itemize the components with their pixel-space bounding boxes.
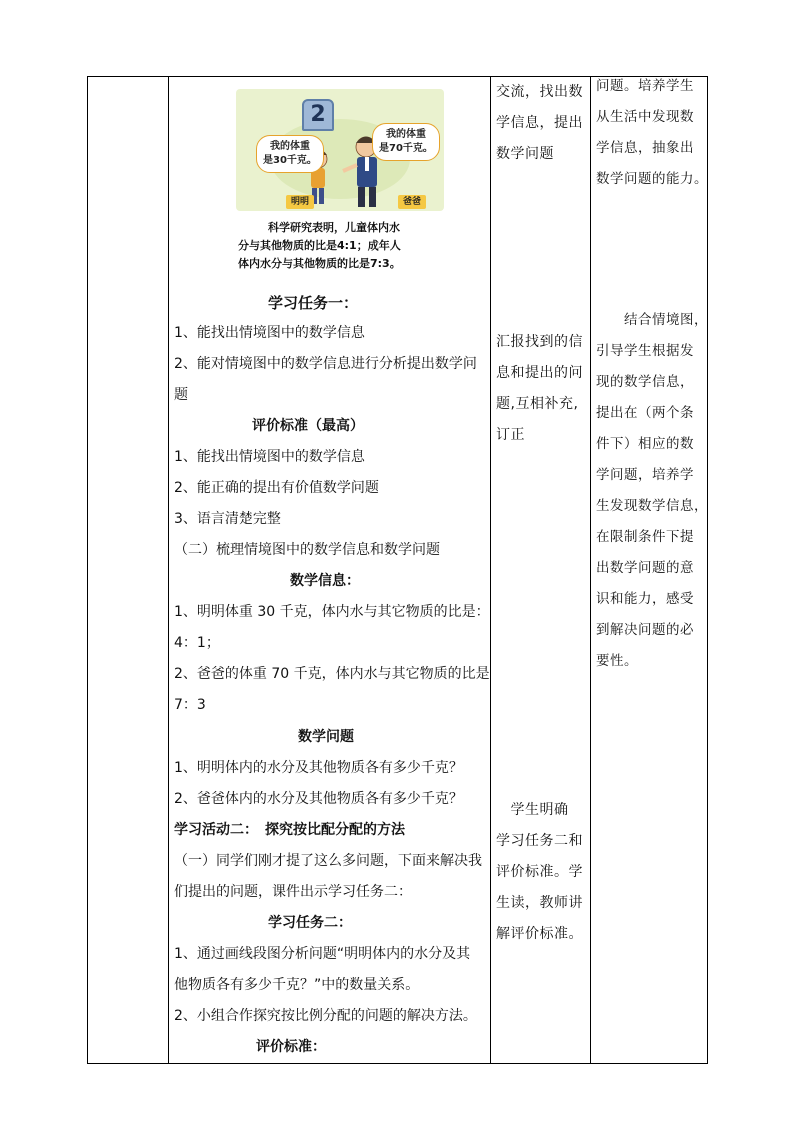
task2-item: 1、通过画线段图分析问题“明明体内的水分及其 [174,946,471,962]
illustration-caption: 体内水分与其他物质的比是7:3。 [238,257,401,270]
activity-heading: 学习活动二： 探究按比配分配的方法 [174,822,405,838]
illustration-caption: 分与其他物质的比是4:1；成年人 [238,239,401,252]
bubble-text: 我的体重 [385,129,426,140]
teacher-activity-column [168,77,490,1063]
info-item: 4：1； [174,635,220,651]
bubble-text: 是30千克。 [263,155,317,166]
intent-text: 学问题，培养学 [596,467,694,483]
bubble-text: 是70千克。 [379,143,433,154]
student-text: 订正 [496,427,525,443]
child-speech-bubble [256,135,324,173]
info-item: 1、明明体重 30 千克，体内水与其它物质的比是： [174,604,490,620]
intent-text: 现的数学信息， [596,374,694,390]
lesson-table [87,76,708,1064]
intent-text: 出数学问题的意 [596,560,694,576]
student-text: 题,互相补充, [496,396,579,412]
scenario-number-badge: 2 [302,99,334,131]
student-text: 解评价标准。 [496,926,583,942]
section-heading: （二）梳理情境图中的数学信息和数学问题 [174,542,440,558]
intent-text: 识和能力，感受 [596,591,694,607]
intent-text: 件下）相应的数 [596,436,694,452]
illustration-caption: 科学研究表明，儿童体内水 [268,221,400,234]
intent-text: 到解决问题的必 [596,622,694,638]
student-text: 学习任务二和 [496,833,583,849]
eval2-title: 评价标准： [256,1039,326,1055]
child-name-tag: 明明 [286,195,314,209]
task2-title: 学习任务二： [268,915,352,931]
task2-item: 2、小组合作探究按比例分配的问题的解决方法。 [174,1008,477,1024]
eval1-title: 评价标准（最高） [252,418,364,434]
father-name-tag: 爸爸 [398,195,426,209]
intent-text: 要性。 [596,653,638,669]
info-item: 2、爸爸的体重 70 千克，体内水与其它物质的比是 [174,666,490,682]
student-text: 数学问题 [496,146,554,162]
student-text: 交流，找出数 [496,84,583,100]
task1-item: 2、能对情境图中的数学信息进行分析提出数学问 [174,356,477,372]
eval1-item: 1、能找出情境图中的数学信息 [174,449,365,465]
question-item: 1、明明体内的水分及其他物质各有多少千克？ [174,760,463,776]
task2-item: 他物质各有多少千克？”中的数量关系。 [174,977,420,993]
design-intent-column [590,77,708,1063]
student-text: 汇报找到的信 [496,334,583,350]
intent-block [596,305,708,677]
question-title: 数学问题 [298,729,354,745]
intent-text: 结合情境图， [596,312,708,328]
intent-text: 从生活中发现数 [596,109,694,125]
student-text: 学信息，提出 [496,115,583,131]
student-block [496,77,583,170]
intent-block [596,71,708,195]
activity-text: 们提出的问题，课件出示学习任务二： [174,884,412,900]
intent-text: 在限制条件下提 [596,529,694,545]
student-text: 生读，教师讲 [496,895,583,911]
student-block [496,327,583,451]
task1-item: 1、能找出情境图中的数学信息 [174,325,365,341]
father-speech-bubble [372,123,440,161]
student-activity-column [490,77,590,1063]
eval1-item: 3、语言清楚完整 [174,511,281,527]
bubble-text: 我的体重 [269,141,310,152]
eval1-item: 2、能正确的提出有价值数学问题 [174,480,379,496]
student-text: 息和提出的问 [496,365,583,381]
scenario-illustration [236,89,444,211]
info-item: 7：3 [174,697,206,713]
intent-text: 引导学生根据发 [596,343,694,359]
info-title: 数学信息： [290,573,360,589]
intent-text: 数学问题的能力。 [596,171,708,187]
task1-item: 题 [174,387,188,403]
intent-text: 问题。培养学生 [596,78,694,94]
task1-title: 学习任务一： [268,294,359,312]
intent-text: 学信息，抽象出 [596,140,694,156]
activity-text: （一）同学们刚才提了这么多问题，下面来解决我 [174,853,482,869]
intent-text: 生发现数学信息， [596,498,708,514]
student-block [496,795,583,950]
question-item: 2、爸爸体内的水分及其他物质各有多少千克？ [174,791,463,807]
student-text: 评价标准。学 [496,864,583,880]
student-text: 学生明确 [496,802,569,818]
intent-text: 提出在（两个条 [596,405,694,421]
